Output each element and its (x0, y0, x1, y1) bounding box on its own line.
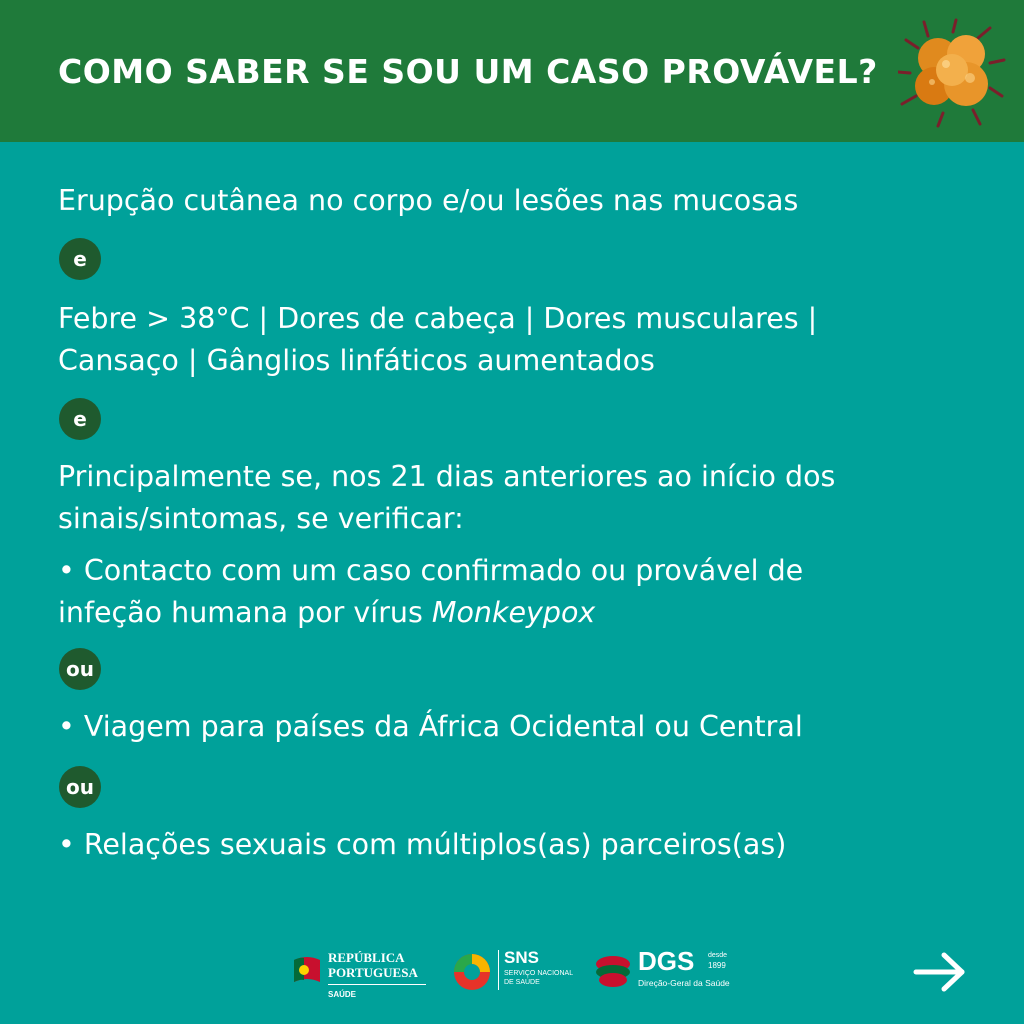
symptoms-line-2: Cansaço | Gânglios linfáticos aumentados (58, 344, 655, 377)
symptom-rash-text: Erupção cutânea no corpo e/ou lesões nas mucosas (58, 184, 799, 217)
exposure-intro-line-1: Principalmente se, nos 21 dias anteriores ao início dos (58, 460, 836, 493)
bullet-contact-text: infeção humana por vírus (58, 596, 432, 629)
portuguesa-text: PORTUGUESA (328, 965, 418, 980)
dgs-since-year: 1899 (708, 961, 726, 970)
bullet-contact-line-1: • Contacto com um caso confirmado ou provável de (58, 554, 804, 587)
sns-divider (498, 950, 499, 990)
republica-portuguesa-logo (292, 948, 432, 1008)
dgs-title: DGS (638, 946, 695, 976)
portugal-flag-icon (292, 952, 322, 988)
republica-text: REPÚBLICA (328, 950, 405, 965)
dgs-subtitle: Direção-Geral da Saúde (638, 978, 730, 988)
exposure-intro-line-2: sinais/sintomas, se verificar: (58, 502, 464, 535)
arrow-right-icon[interactable] (912, 950, 968, 994)
monkeypox-term: Monkeypox (431, 596, 596, 629)
sns-title: SNS (504, 948, 539, 967)
sns-subtitle-2: DE SAÚDE (504, 979, 540, 986)
connector-badge-e-2: e (59, 398, 101, 440)
bullet-contact-line-2 (58, 592, 595, 634)
dgs-emblem-icon (594, 952, 632, 990)
bullet-travel: • Viagem para países da África Ocidental ou Central (58, 710, 803, 743)
dgs-since-label: desde (708, 952, 728, 959)
logo-divider (328, 984, 426, 985)
virus-icon (898, 18, 1008, 128)
connector-badge-ou-2: ou (59, 766, 101, 808)
page-title: COMO SABER SE SOU UM CASO PROVÁVEL? (58, 52, 878, 91)
connector-badge-e-1: e (59, 238, 101, 280)
connector-badge-ou-1: ou (59, 648, 101, 690)
symptoms-line-1: Febre > 38°C | Dores de cabeça | Dores musculares | (58, 302, 818, 335)
header-bar (0, 0, 1024, 142)
bullet-sexual-relations: • Relações sexuais com múltiplos(as) parceiros(as) (58, 828, 787, 861)
sns-subtitle-1: SERVIÇO NACIONAL (504, 970, 574, 977)
dgs-logo (594, 946, 744, 994)
saude-text: SAÚDE (328, 990, 357, 999)
sns-emblem-icon (452, 952, 492, 992)
sns-logo (452, 950, 582, 994)
